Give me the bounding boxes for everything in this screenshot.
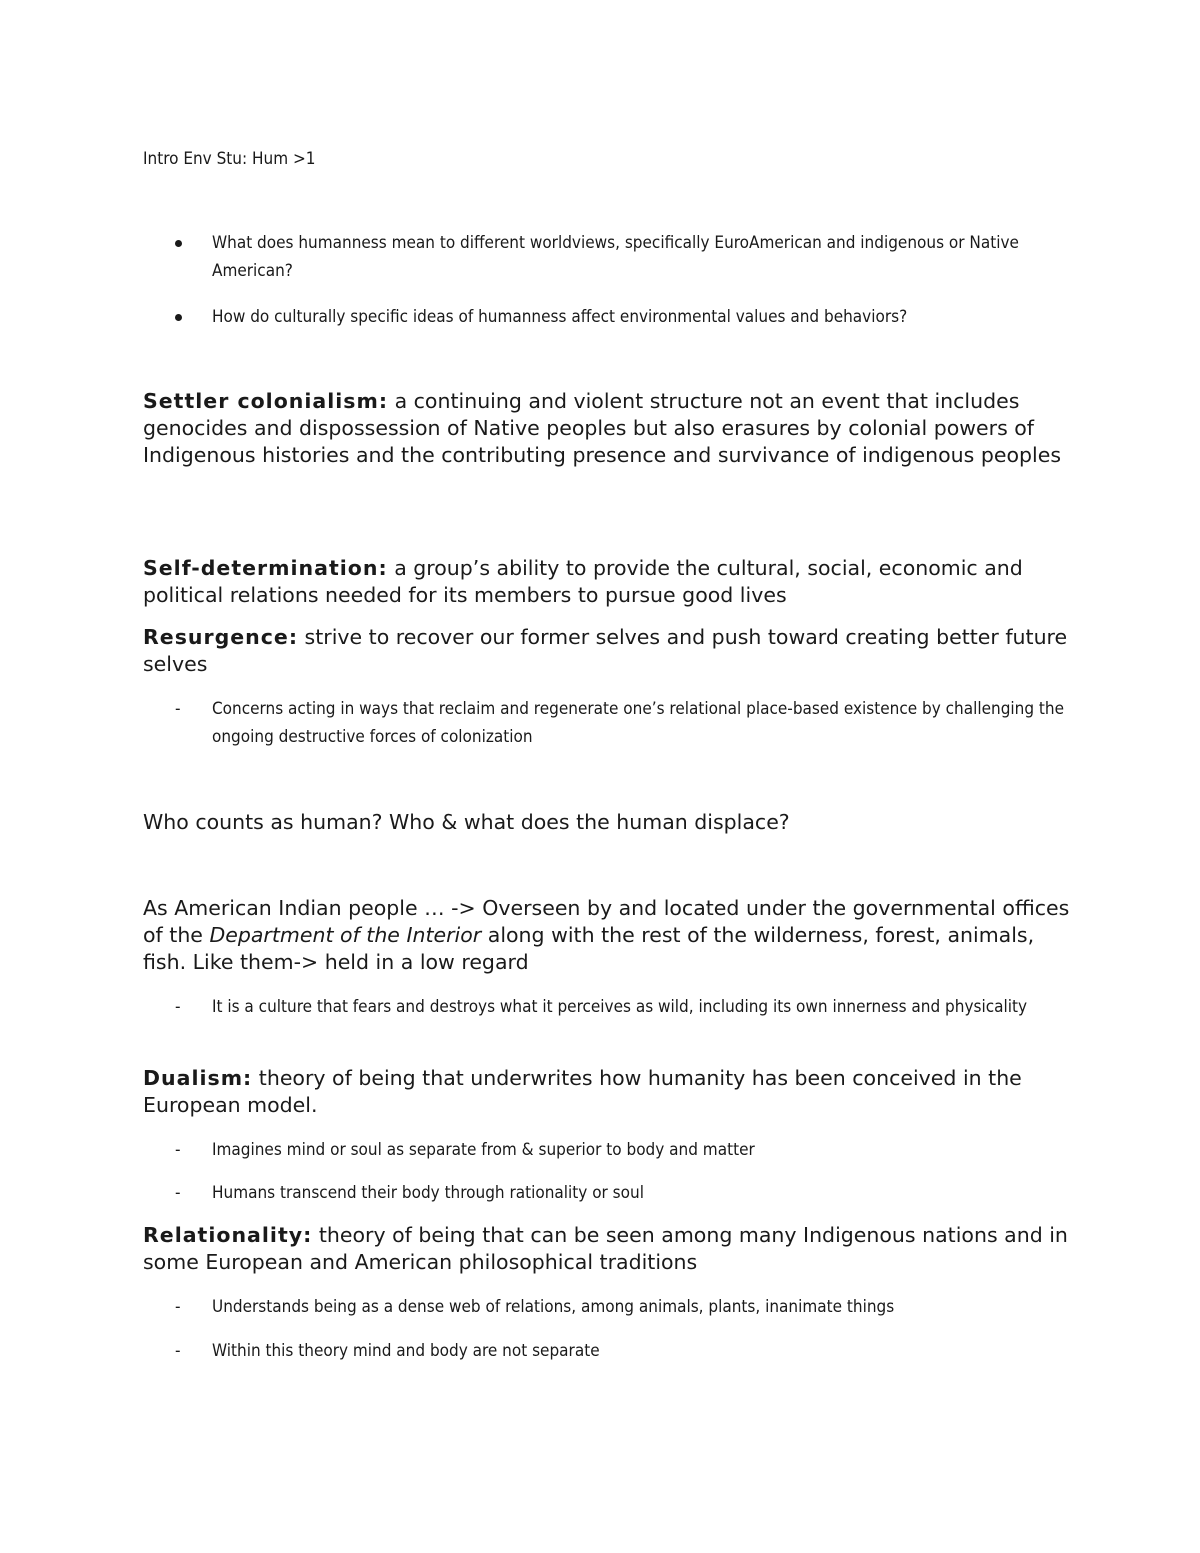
relationality-notes	[143, 1293, 1073, 1321]
note-text: Imagines mind or soul as separate from & superior to body and matter	[212, 1140, 755, 1160]
note-item	[143, 695, 1073, 751]
definition-text: theory of being that can be seen among many Indigenous nations and in some European and American philosophical traditions	[143, 1223, 1068, 1274]
dash-bullet: -	[175, 1183, 181, 1203]
department-name: Department of the Interior	[209, 923, 482, 947]
relationality-definition	[143, 1222, 1073, 1276]
relationality-notes	[143, 1337, 1073, 1365]
note-text: It is a culture that fears and destroys what it perceives as wild, including its own innerness and physicality	[212, 997, 1028, 1017]
dash-bullet: -	[175, 997, 181, 1017]
term-label: Resurgence:	[143, 625, 299, 649]
american-indian-notes	[143, 993, 1073, 1021]
question-text: How do culturally specific ideas of humanness affect environmental values and behaviors?	[212, 307, 908, 327]
self-determination-definition	[143, 555, 1073, 609]
definition-text: a group’s ability to provide the cultural, social, economic and political relations needed for its members to pursue good lives	[143, 556, 1023, 607]
term-label: Dualism:	[143, 1066, 253, 1090]
dash-bullet: -	[175, 699, 181, 719]
note-item	[143, 1337, 1073, 1365]
note-item	[143, 1136, 1073, 1164]
note-text: Concerns acting in ways that reclaim and regenerate one’s relational place-based existence by challenging the ongoing destructive forces of colonization	[212, 699, 1065, 747]
dash-bullet: -	[175, 1297, 181, 1317]
note-item	[143, 1293, 1073, 1321]
term-label: Self-determination:	[143, 556, 388, 580]
dash-bullet: -	[175, 1341, 181, 1361]
bullet-icon	[175, 240, 182, 247]
term-label: Settler colonialism:	[143, 389, 389, 413]
definition-text: strive to recover our former selves and push toward creating better future selves	[143, 625, 1068, 676]
page-title: Intro Env Stu: Hum >1	[143, 149, 316, 169]
resurgence-notes	[143, 695, 1073, 751]
paragraph-text: along with the rest of the wilderness, forest, animals, fish. Like them-> held in a low regard	[143, 923, 1035, 974]
resurgence-definition	[143, 624, 1073, 678]
dualism-notes	[143, 1136, 1073, 1164]
definition-text: a continuing and violent structure not an event that includes genocides and dispossession of Native peoples but also erasures by colonial powers of Indigenous histories and the contributing presence and survivance of indigenous peoples	[143, 389, 1062, 467]
dualism-notes	[143, 1179, 1073, 1207]
note-text: Humans transcend their body through rationality or soul	[212, 1183, 644, 1203]
question-list	[143, 303, 1063, 331]
note-text: Within this theory mind and body are not separate	[212, 1341, 600, 1361]
definition-text: theory of being that underwrites how humanity has been conceived in the European model.	[143, 1066, 1022, 1117]
settler-colonialism-definition	[143, 388, 1073, 469]
who-counts-question: Who counts as human? Who & what does the human displace?	[143, 810, 790, 834]
question-text: What does humanness mean to different worldviews, specifically EuroAmerican and indigenous or Native American?	[212, 233, 1019, 281]
bullet-icon	[175, 314, 182, 321]
american-indian-paragraph	[143, 895, 1073, 976]
question-item	[143, 229, 1063, 285]
note-item	[143, 1179, 1073, 1207]
dualism-definition	[143, 1065, 1073, 1119]
term-label: Relationality:	[143, 1223, 313, 1247]
paragraph-text: As American Indian people … -> Overseen by and located under the governmental offices of the	[143, 896, 1070, 947]
note-text: Understands being as a dense web of relations, among animals, plants, inanimate things	[212, 1297, 895, 1317]
dash-bullet: -	[175, 1140, 181, 1160]
question-list	[143, 229, 1063, 285]
note-item	[143, 993, 1073, 1021]
question-item	[143, 303, 1063, 331]
